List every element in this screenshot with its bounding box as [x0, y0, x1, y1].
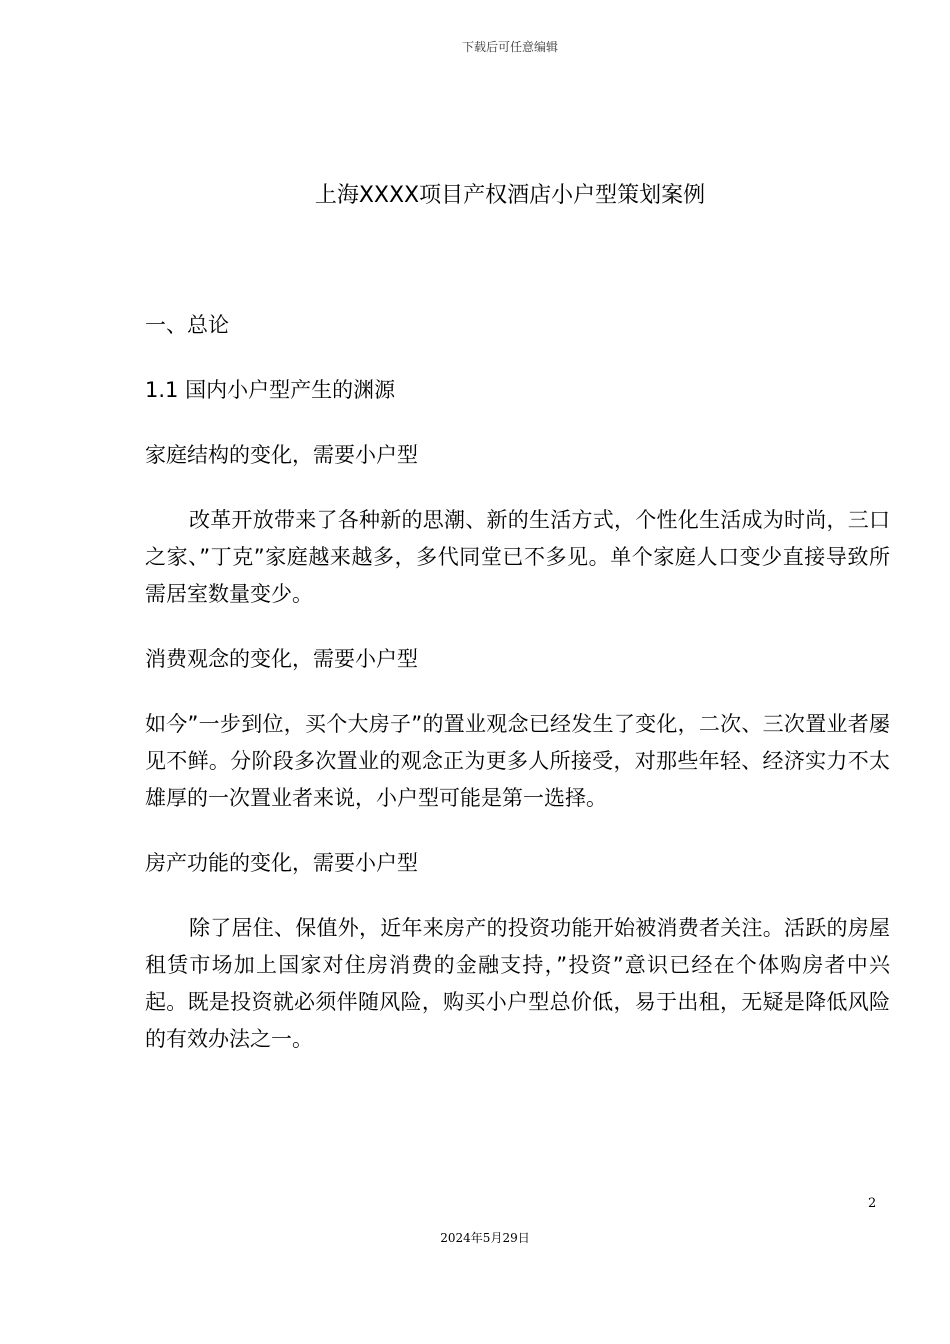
- subheading-consumption-concept: 消费观念的变化，需要小户型: [145, 647, 418, 671]
- header-note: 下载后可任意编辑: [461, 40, 558, 54]
- section-heading-1-1: 1.1 国内小户型产生的渊源: [145, 378, 396, 402]
- subheading-family-structure: 家庭结构的变化，需要小户型: [145, 443, 418, 467]
- document-title: 上海XXXX项目产权酒店小户型策划案例: [314, 183, 706, 208]
- footer-date: 2024年5月29日: [440, 1231, 530, 1245]
- subheading-property-function: 房产功能的变化，需要小户型: [145, 851, 418, 875]
- paragraph-consumption-concept: 如今”一步到位，买个大房子”的置业观念已经发生了变化，二次、三次置业者屡见不鲜。分阶段多次置业的观念正为更多人所接受，对那些年轻、经济实力不太雄厚的一次置业者来说，小户型可能是第一选择。: [145, 712, 890, 810]
- paragraph-family-structure: 改革开放带来了各种新的思潮、新的生活方式，个性化生活成为时尚，三口之家、”丁克”家庭越来越多，多代同堂已不多见。单个家庭人口变少直接导致所需居室数量变少。: [145, 508, 890, 606]
- paragraph-property-function: 除了居住、保值外，近年来房产的投资功能开始被消费者关注。活跃的房屋租赁市场加上国家对住房消费的金融支持，”投资”意识已经在个体购房者中兴起。既是投资就必须伴随风险，购买小户型总价低，易于出租，无疑是降低风险的有效办法之一。: [145, 916, 890, 1051]
- section-heading-1: 一、总论: [145, 313, 229, 337]
- page-number: 2: [868, 1196, 877, 1211]
- document-body: [145, 307, 890, 1058]
